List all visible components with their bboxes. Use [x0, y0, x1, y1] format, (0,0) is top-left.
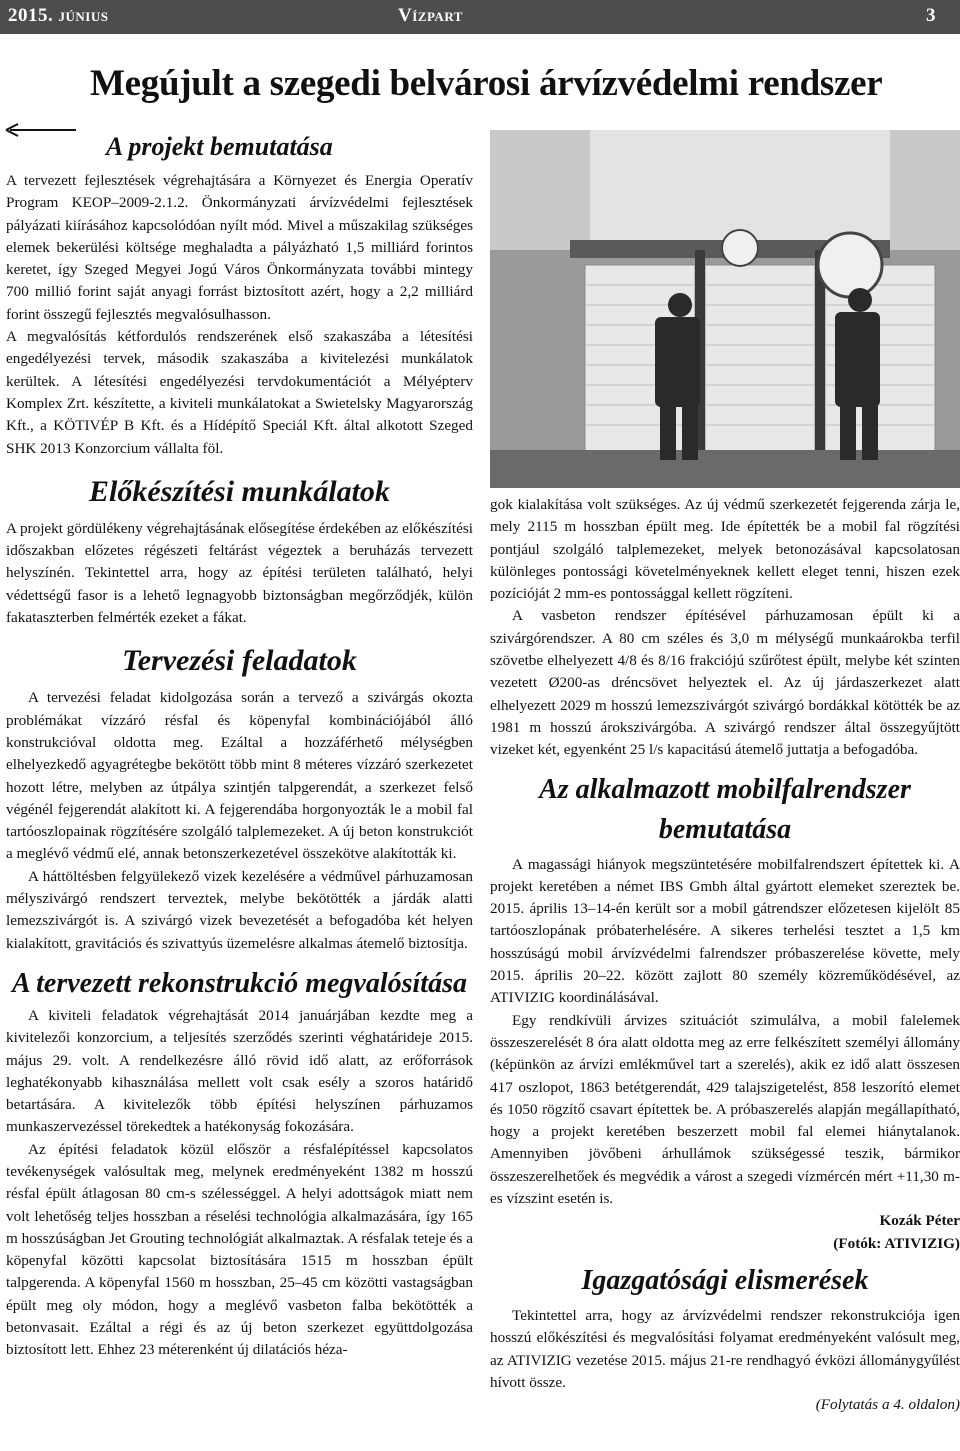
article-title: Megújult a szegedi belvárosi árvízvédelmi rendszer — [90, 63, 883, 104]
article-photo — [490, 130, 960, 488]
section-title-awards: Igazgatósági elismerések — [581, 1264, 869, 1296]
paragraph: A magassági hiányok megszüntetésére mobilfalrendszert építettek ki. A projekt keretében a német IBS Gmbh által gyártott elemeket szereztek be. 2015. április 13–14-én került sor a mobil gátrendszer előzetesen kijelölt 85 tartóoszlopának próbaterhelésére. A sikeres terhelési tesztet a 1,5 km hosszúságú mobil árvízvédelmi falrendszer próbaszerelése követte, mely 2015. április 20–22. között zajlott 80 személy közreműködésével, az ATIVIZIG koordinálásával. — [490, 855, 960, 1007]
paragraph: A tervezési feladat kidolgozása során a tervező a szivárgás okozta problémákat vízzáró résfal és köpenyfal kombinációjából álló konstrukcióval oldotta meg. Ezáltal a hozzáférhető mélységben elhelyezkedő agyagrétegbe bekötött több mint 8 méteres vízzáró szerkezetet hozott létre, melyben az útpálya szintjén talpgerendát, a szerkezet felső végénél fejgerendát alakított ki. A fejgerendába horgonyozták le a mobil fal tartóoszlopainak rögzítésére szolgáló talplemezeket. A új beton konstrukciót a meglévő védmű elé, annak betonszerkezetével összekötve alakították ki. — [6, 689, 473, 863]
right-column — [490, 494, 960, 1416]
section-title-reconstruction: A tervezett rekonstrukció megvalósítása — [12, 967, 467, 999]
paragraph: Egy rendkívüli árvizes szituációt szimulálva, a mobil falelemek összeszerelését 8 óra alatt oldotta meg az erre felkészített személyi állomány (képünkön az árvízi emlékművel tart a szerelés), akik ez idő alatt összesen 417 oszlopot, 1863 betétgerendát, 429 talajszigetelést, 858 leszorító elemet és 1050 rögzítő csavart építettek be. A próbaszerelés alapján megállapítható, hogy a projekt keretében beszerzett mobil fal elemei hiánytalanok. Amennyiben jövőbeni árhullámok szükségessé teszik, bármikor összeszerelhetőek és megvédik a várost a szegedi vízmércén mért +11,30 m-es vízszint esetén is. — [490, 1011, 960, 1208]
paragraph: A vasbeton rendszer építésével párhuzamosan épült ki a szivárgórendszer. A 80 cm széles és 3,0 m mélységű munkaárokba terfil szövetbe elhelyezett 4/8 és 8/16 frakciójú szűrőtest épült, melybe két szinten vezetett Ø200-as dréncsövet helyeztek el. Az új járdaszerkezet alatt elhelyezett 2029 m hosszú lemezszivárgót szivárgó bordákkal kötötték be az 1981 m hosszú árokszivárgóba. A szivárgó rendszer által összegyűjtött vizeket két, egyenként 25 l/s kapacitású átemelő juttatja a befogadóba. — [490, 607, 960, 759]
paragraph: A tervezett fejlesztések végrehajtására a Környezet és Energia Operatív Program KEOP–2009-2.1.2. Önkormányzati árvízvédelmi fejlesztések pályázati kiírásához kapcsolódóan nyílt mód. Mivel a műszakilag szükséges elemek bekerülési költsége meghaladta a pályázható 1,5 milliárd forintos keretet, így Szeged Megyei Jogú Város Önkormányzata további mintegy 700 millió forint saját anyagi forrást biztosított azért, hogy a 2,2 milliárd forint összegű fejlesztés megvalósulhasson. — [6, 172, 473, 323]
paragraph: A kiviteli feladatok végrehajtását 2014 januárjában kezdte meg a kivitelezői konzorcium, a teljesítés szerződés szerinti véghatárideje 2015. május 29. volt. A rendelkezésre álló rövid idő alatt, az erőforrások leghatékonyabb kihasználása mellett volt csak esély a szoros határidő betartására. A kivitelezők több építési helyszínen párhuzamos munkaszervezéssel törekedtek a hatékonyság fokozására. — [6, 1006, 473, 1136]
paragraph: Az építési feladatok közül először a résfalépítéssel kapcsolatos tevékenységek valósultak meg, melynek eredményeként 1382 m hosszú résfal épült átlagosan 80 cm-s szélességgel. A helyi adottságok miatt nem volt lehetőség teljes hosszban a réselési technológia alkalmazására, így 165 m hosszúságban Jet Grouting technológiát alkalmaztak. A résfalak teteje és a köpenyfal közötti kapcsolat biztosítására 1515 m hosszban épült talpgerenda. A köpenyfal 1560 m hosszban, 25–45 cm közötti vastagságban épült meg oly módon, hogy a meglévő vasbeton falba bekötötték a betonvasait. Ezáltal a régi és az új beton szerkezet együttdolgozása biztosított lett. Ehhez 23 méterenként új dilatációs héza- — [6, 1140, 473, 1359]
photo-credit: (Fotók: ATIVIZIG) — [833, 1234, 960, 1252]
section-title-mobile-wall: Az alkalmazott mobilfalrendszer bemutatása — [539, 773, 911, 845]
left-column — [6, 128, 473, 1362]
author-name: Kozák Péter — [879, 1212, 960, 1230]
paragraph: gok kialakítása volt szükséges. Az új védmű szerkezetét fejgerenda zárja le, mely 2115 m hosszban épült meg. Ide építették be a mobil fal rögzítési pontjául szolgáló talplemezeket, melyek betonozásával kapcsolatosan különleges pontossági követelményeknek kellett eleget tenni, hiszen ezek pozícióját 2 mm-es pontossággal kellett rögzíteni. — [490, 496, 960, 603]
continued-link[interactable]: (Folytatás a 4. oldalon) — [815, 1396, 960, 1414]
section-title-design: Tervezési feladatok — [122, 644, 357, 678]
page-header — [0, 0, 960, 34]
paragraph: A megvalósítás kétfordulós rendszerének első szakaszába a létesítési engedélyezési tervek, második szakaszába a kivitelezési munkálatok kerültek. A létesítési engedélyezési tervdokumentációt a Mélyépterv Komplex Zrt. készítette, a kiviteli munkálatokat a Swietelsky Magyarország Kft., a KÖTIVÉP B Kft. és a Hídépítő Speciál Kft. által alkotott Szeged SHK 2013 Konzorcium vállalta föl. — [6, 328, 473, 457]
section-title-project: A projekt bemutatása — [106, 132, 333, 161]
paragraph: Tekintettel arra, hogy az árvízvédelmi rendszer rekonstrukciója igen hosszú előkészítési és megvalósítási folyamat eredményeként valósult meg, az ATIVIZIG vezetése 2015. május 21-re rendhagyó évközi állománygyűlést hívott össze. — [490, 1306, 960, 1391]
issue-date: 2015. június — [8, 5, 109, 26]
section-title-preparation: Előkészítési munkálatok — [89, 474, 390, 508]
mobile-wall-photo-illustration — [490, 130, 960, 488]
paragraph: A projekt gördülékeny végrehajtásának elősegítése érdekében az előkészítési időszakban előzetes régészeti feltárást végeztek a beruházás tervezett helyszínén. Tekintettel arra, hogy az építési területen található, helyi védettségű fasor is a lehető legnagyobb biztonságban megőrződjék, külön fakataszterben felmérték ezeket a fákat. — [6, 519, 473, 627]
paragraph: A háttöltésben felgyülekező vizek kezelésére a védművel párhuzamosan mélyszivárgó rendszert terveztek, melybe bekötötték a járdák alatti lemezszivárgót is. A szivárgó vizek bevezetését a befogadóba két helyen kialakított, gravitációs és szivattyús üzemelésre alkalmas átemelő biztosítja. — [6, 867, 473, 952]
page-number: 3 — [926, 5, 936, 26]
section-name: Vízpart — [398, 5, 463, 26]
